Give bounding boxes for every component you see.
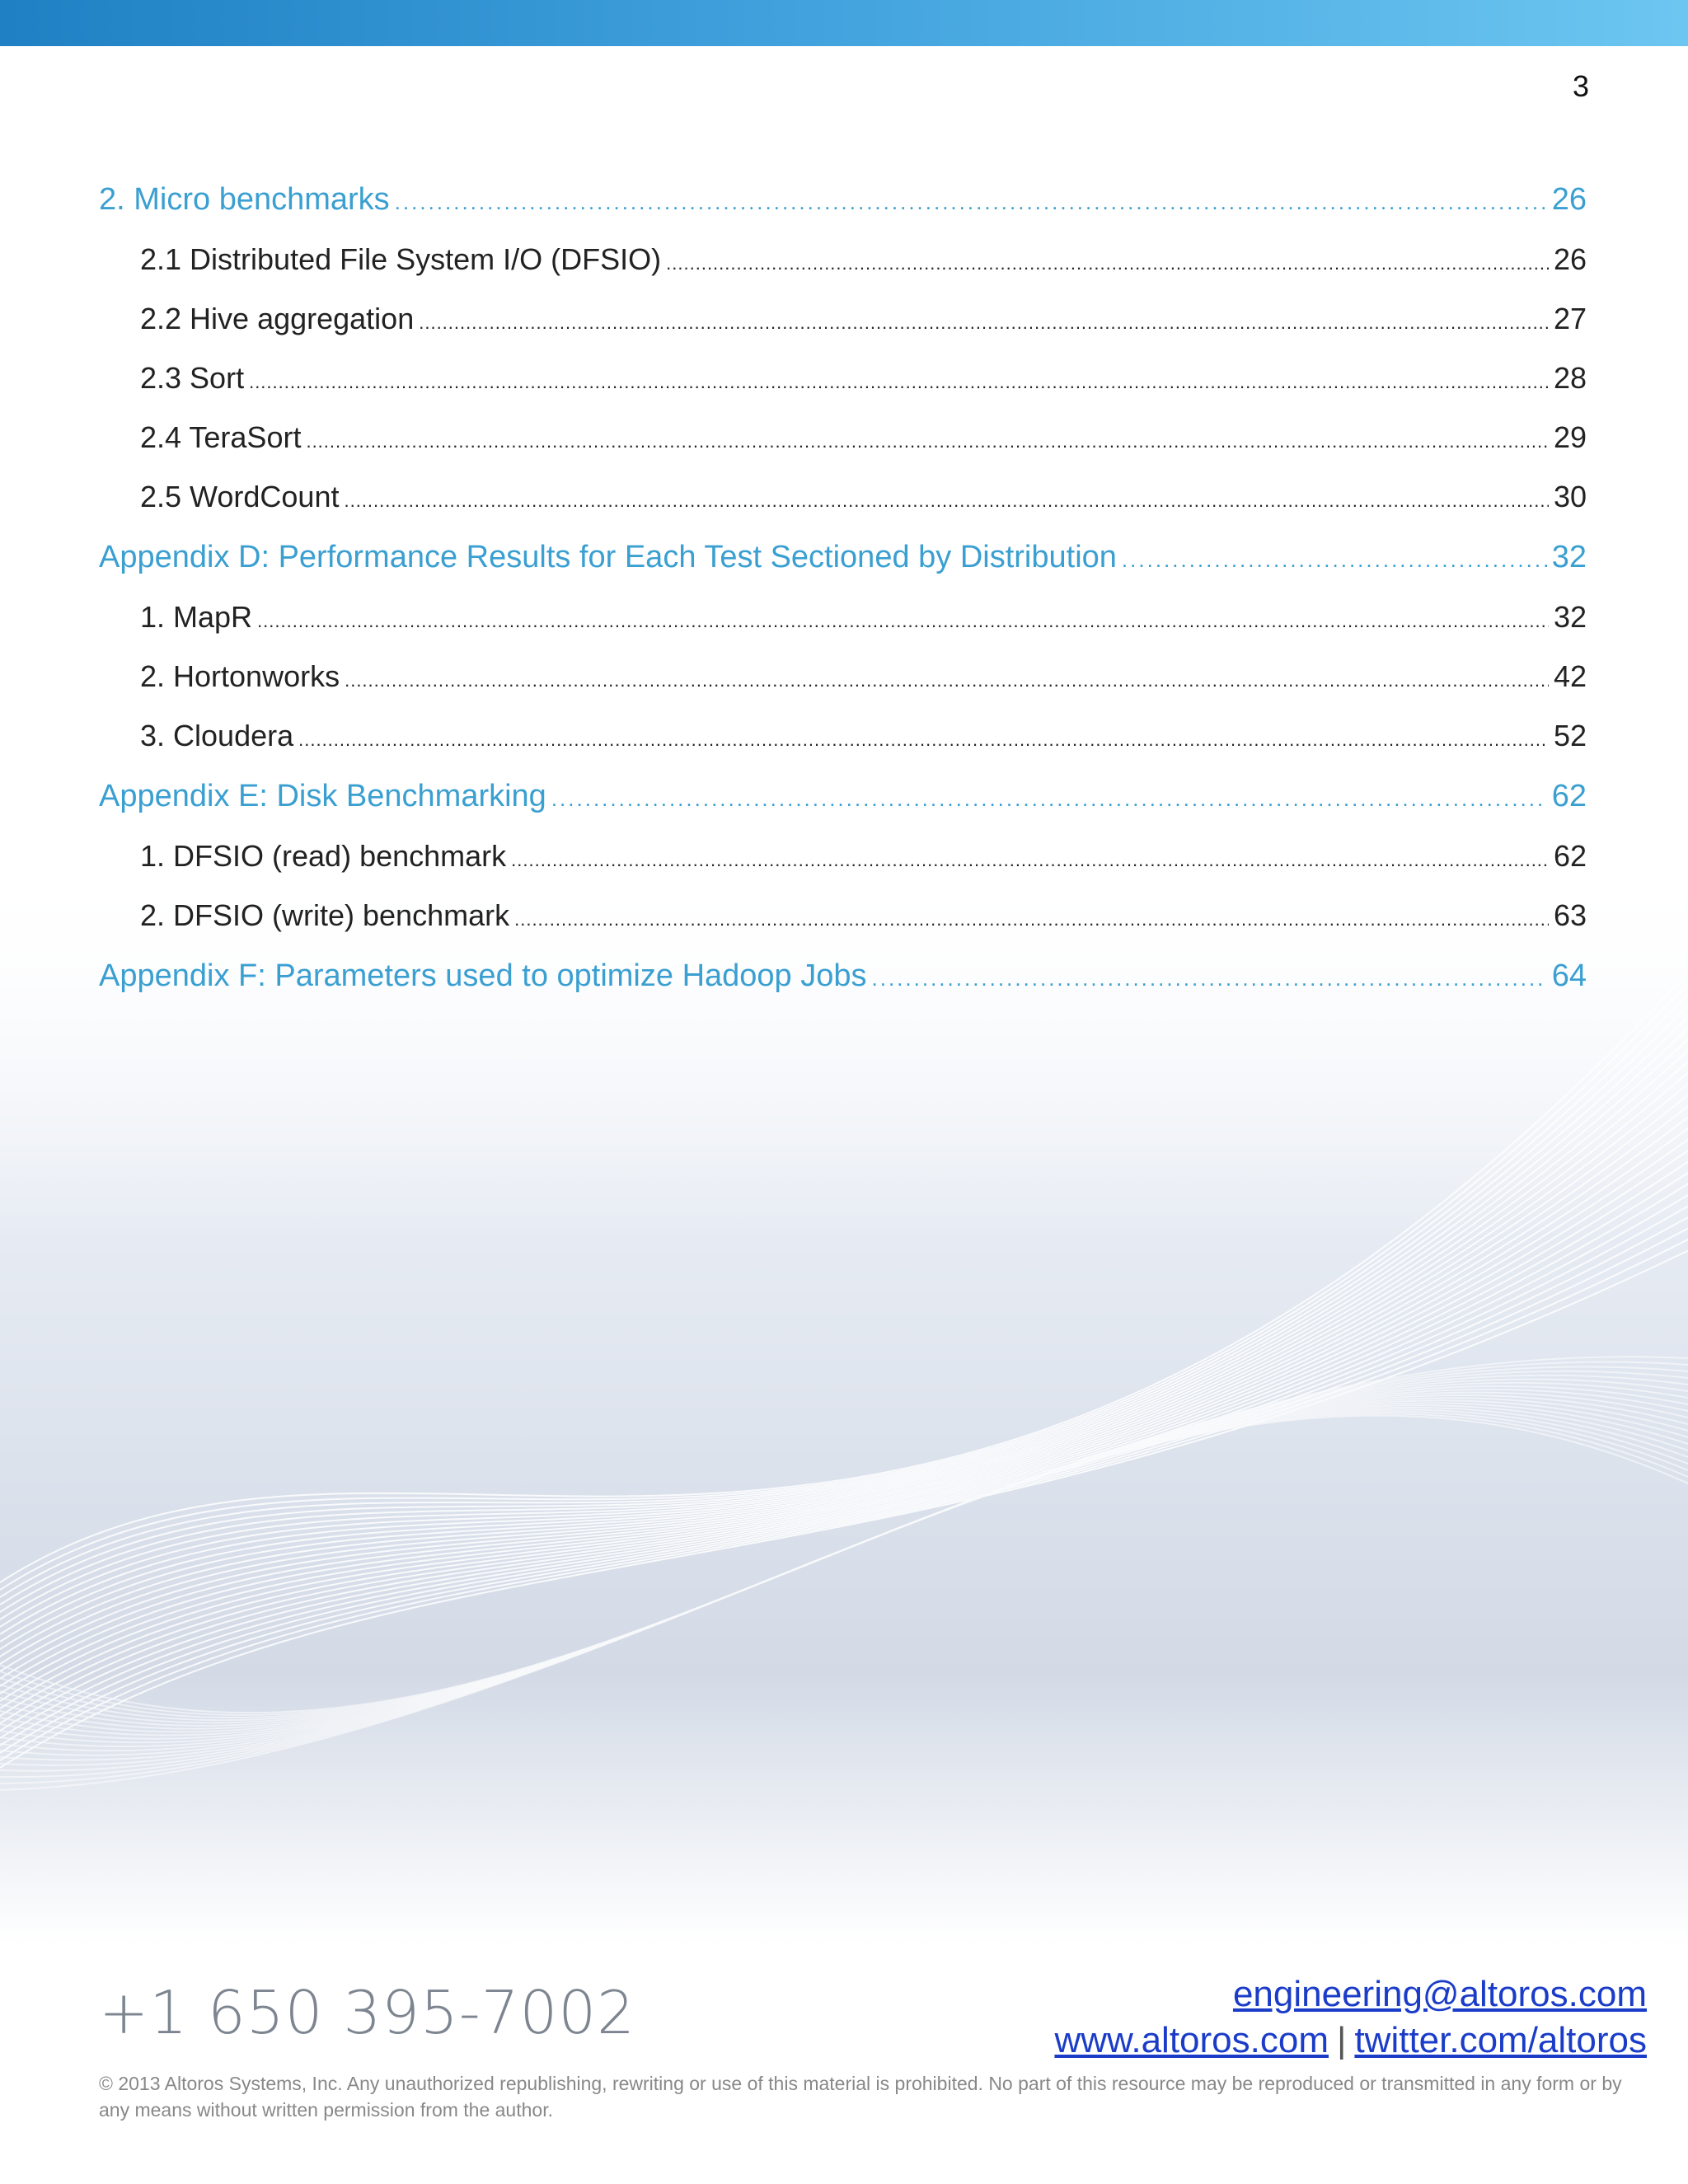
toc-entry-page: 62 xyxy=(1551,779,1587,813)
page-number: 3 xyxy=(1572,69,1589,103)
toc-dot-leader xyxy=(1122,529,1547,590)
toc-entry-label: 2. Micro benchmarks xyxy=(99,182,390,217)
toc-dot-leader xyxy=(666,234,1549,293)
twitter-link[interactable]: twitter.com/altoros xyxy=(1354,2020,1647,2060)
toc-entry-label: Appendix F: Parameters used to optimize Hadoop Jobs xyxy=(99,958,867,993)
toc-entry-label: 2.2 Hive aggregation xyxy=(140,302,415,335)
phone-number: +1 650 395-7002 xyxy=(99,1978,635,2047)
toc-entry-page: 52 xyxy=(1553,719,1587,752)
toc-entry[interactable] xyxy=(99,706,1587,766)
toc-dot-leader xyxy=(257,592,1549,651)
toc-dot-leader xyxy=(511,831,1549,890)
toc-dot-leader xyxy=(419,293,1549,353)
toc-entry-page: 26 xyxy=(1551,182,1587,217)
toc-entry-page: 63 xyxy=(1553,898,1587,932)
toc-entry-label: 3. Cloudera xyxy=(140,719,294,752)
toc-entry-label: Appendix D: Performance Results for Each Test Sectioned by Distribution xyxy=(99,540,1117,574)
toc-entry-label: 2.1 Distributed File System I/O (DFSIO) xyxy=(140,242,662,276)
toc-entry-page: 62 xyxy=(1553,839,1587,873)
toc-entry-page: 28 xyxy=(1553,361,1587,395)
toc-entry-label: 1. DFSIO (read) benchmark xyxy=(140,839,507,873)
toc-entry-label: 2.4 TeraSort xyxy=(140,420,302,454)
toc-entry[interactable] xyxy=(99,289,1587,349)
toc-entry[interactable] xyxy=(99,588,1587,647)
toc-entry-label: 2.3 Sort xyxy=(140,361,245,395)
toc-entry-page: 42 xyxy=(1553,659,1587,693)
toc-entry[interactable] xyxy=(99,886,1587,945)
toc-dot-leader xyxy=(514,890,1549,949)
toc-entry[interactable] xyxy=(99,527,1587,588)
toc-entry-label: 2. Hortonworks xyxy=(140,659,340,693)
table-of-contents xyxy=(99,169,1587,1006)
decorative-wave-background xyxy=(0,857,1688,1945)
header-gradient-bar xyxy=(0,0,1688,46)
toc-entry-label: Appendix E: Disk Benchmarking xyxy=(99,779,546,813)
toc-dot-leader xyxy=(345,651,1549,710)
toc-dot-leader xyxy=(306,412,1549,471)
toc-entry[interactable] xyxy=(99,408,1587,467)
toc-entry-page: 30 xyxy=(1553,480,1587,513)
toc-entry[interactable] xyxy=(99,945,1587,1006)
toc-entry[interactable] xyxy=(99,169,1587,230)
toc-entry-page: 29 xyxy=(1553,420,1587,454)
toc-entry-label: 2. DFSIO (write) benchmark xyxy=(140,898,510,932)
toc-dot-leader xyxy=(298,710,1549,770)
toc-dot-leader xyxy=(395,171,1547,232)
toc-entry[interactable] xyxy=(99,230,1587,289)
toc-entry[interactable] xyxy=(99,647,1587,706)
copyright-notice: © 2013 Altoros Systems, Inc. Any unauthorized republishing, rewriting or use of this material is prohibited. No part of this resource may be reproduced or transmitted in any form or by any means without written permission from the author. xyxy=(99,2073,1622,2121)
toc-entry-page: 32 xyxy=(1553,600,1587,634)
toc-dot-leader xyxy=(872,948,1547,1009)
toc-entry-page: 27 xyxy=(1553,302,1587,335)
toc-dot-leader xyxy=(551,768,1547,829)
link-separator: | xyxy=(1337,2020,1347,2060)
toc-entry[interactable] xyxy=(99,349,1587,408)
email-link[interactable]: engineering@altoros.com xyxy=(1232,1974,1647,2014)
toc-entry-label: 1. MapR xyxy=(140,600,253,634)
website-link[interactable]: www.altoros.com xyxy=(1054,2020,1329,2060)
toc-entry-page: 26 xyxy=(1553,242,1587,276)
toc-entry-label: 2.5 WordCount xyxy=(140,480,340,513)
toc-entry[interactable] xyxy=(99,766,1587,827)
contact-links xyxy=(1054,1971,1647,2064)
toc-entry[interactable] xyxy=(99,827,1587,886)
toc-entry-page: 32 xyxy=(1551,540,1587,574)
toc-dot-leader xyxy=(344,471,1548,531)
toc-dot-leader xyxy=(249,353,1549,412)
toc-entry-page: 64 xyxy=(1551,958,1587,993)
toc-entry[interactable] xyxy=(99,467,1587,527)
